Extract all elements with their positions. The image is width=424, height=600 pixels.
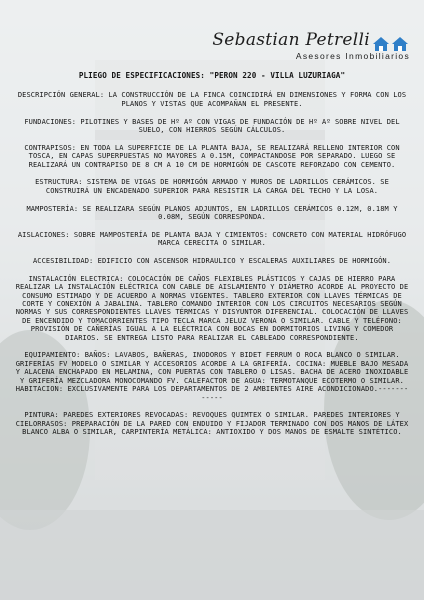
paragraph-estructura: ESTRUCTURA: SISTEMA DE VIGAS DE HORMIGÓN ARMADO Y MUROS DE LADRILLOS CERÁMICOS. SE CONSTRUIRÁ UN ENCADENADO SUPERIOR PARA RESISTIR LA CARGA DEL TECHO Y LA LOSA. (35, 178, 389, 195)
paragraph-contrapisos: CONTRAPISOS: EN TODA LA SUPERFICIE DE LA PLANTA BAJA, SE REALIZARÁ RELLENO INTERIOR CON TOSCA, EN CAPAS SUPERPUESTAS NO MAYORES A 0.15M, COMPACTANDOSE POR SEPARADO. LUEGO SE REALIZARÁ UN CONTRAPISO DE 8 CM A 10 CM DE HORMIGÓN DE CASCOTE REFORZADO CON CEMENTO. (24, 143, 400, 169)
paragraph-aislaciones: AISLACIONES: SOBRE MAMPOSTERÍA DE PLANTA BAJA Y CIMIENTOS: CONCRETO CON MATERIAL HIDRÓFUGO MARCA CERECITA O SIMILAR. (17, 230, 407, 248)
specifications-document (14, 72, 410, 446)
document-title: PLIEGO DE ESPECIFICACIONES: "PERON 220 - VILLA LUZURIAGA" (78, 71, 346, 80)
two-houses-icon (372, 36, 410, 52)
brand-logo (212, 30, 410, 61)
paragraph-instalacion-electrica: INSTALACIÓN ELECTRICA: COLOCACIÓN DE CAÑOS FLEXIBLES PLÁSTICOS Y CAJAS DE HIERRO PARA REALIZAR LA INSTALACIÓN ELÉCTRICA CON CABLE DE AISLAMIENTO Y DIÁMETRO ACORDE AL PROYECTO DE CONSUMO ESTIMADO Y DE ACUERDO A NORMAS VIGENTES. TABLERO EXTERIOR CON LLAVES TÉRMICAS DE CORTE Y CONEXIÓN A JABALINA. TABLERO COMANDO INTERIOR CON LOS CIRCUITOS NECESARIOS SEGÚN NORMAS Y SUS CORRESPONDIENTES LLAVES TÉRMICAS Y DISYUNTOR DIFERENCIAL. COLOCACIÓN DE LLAVES DE ENCENDIDO Y TOMACORRIENTES TIPO TECLA MARCA JELUZ VERONA O SIMILAR. CABLE Y TELÉFONO: PROVISIÓN DE CAÑERÍAS IGUAL A LA ELÉCTRICA CON BOCAS EN DORMITORIOS LIVING Y COMEDOR DIARIOS. SE ENTREGA LISTO PARA REALIZAR EL CABLEADO CORRESPONDIENTE. (15, 274, 409, 342)
paragraph-fundaciones: FUNDACIONES: PILOTINES Y BASES DE Hº Aº CON VIGAS DE FUNDACIÓN DE Hº Aº SOBRE NIVEL DEL SUELO, CON HIERROS SEGÚN CÁLCULOS. (24, 117, 400, 135)
paragraph-accesibilidad: ACCESIBILIDAD: EDIFICIO CON ASCENSOR HIDRAULICO Y ESCALERAS AUXILIARES DE HORMIGÓN. (32, 257, 392, 266)
paragraph-pintura: PINTURA: PAREDES EXTERIORES REVOCADAS: REVOQUES QUIMTEX O SIMILAR. PAREDES INTERIORES Y CIELORRASOS: PREPARACIÓN DE LA PARED CON ENDUIDO Y FIJADOR TERMINADO CON DOS MANOS DE LÁTEX BLANCO ALBA O SIMILAR, CARPINTERÍA METÁLICA: ANTIOXIDO Y DOS MANOS DE ESMALTE SINTÉTICO. (15, 411, 409, 437)
paragraph-mamposteria: MAMPOSTERÍA: SE REALIZARA SEGÚN PLANOS ADJUNTOS, EN LADRILLOS CERÁMICOS 0.12M, 0.18M Y 0.08M, SEGÚN CORRESPONDA. (26, 204, 398, 222)
paragraph-equipamiento: EQUIPAMIENTO: BAÑOS: LAVABOS, BAÑERAS, INODOROS Y BIDET FERRUM O ROCA BLANCO O SIMILAR. GRIFERÍAS FV MODELO O SIMILAR Y ACCESORIOS ACORDE A LA GRIFERÍA. COCINA: MUEBLE BAJO MESADA Y ALACENA ENCHAPADO EN MELAMINA, CON PUERTAS CON TABLERO O LISAS. BACHA DE ACERO INOXIDABLE Y GRIFERÍA MEZCLADORA MONOCOMANDO FV. CALEFACTOR DE AGUA: TERMOTANQUE ECOTERMO O SIMILAR. HABITACION: EXCLUSIVAMENTE PARA LOS DEPARTAMENTOS DE 2 AMBIENTES AIRE ACONDICIONADO.------------ (15, 351, 409, 402)
paragraph-descripcion-general: DESCRIPCIÓN GENERAL: LA CONSTRUCCIÓN DE LA FINCA COINCIDIRÁ EN DIMENSIONES Y FORMA CON LOS PLANOS Y VISTAS QUE ACOMPAÑAN EL PRESENTE. (17, 91, 407, 108)
brand-tagline: Asesores Inmobiliarios (295, 51, 410, 61)
brand-name: Sebastian Petrelli (212, 30, 370, 50)
